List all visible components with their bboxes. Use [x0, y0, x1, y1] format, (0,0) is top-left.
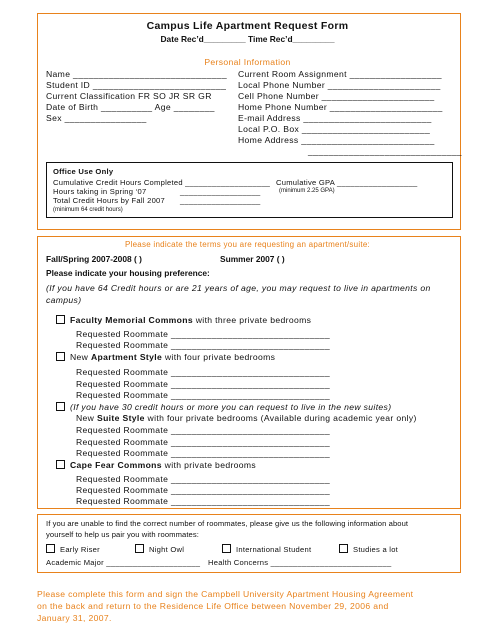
local-phone-field[interactable]: Local Phone Number ______________________ [238, 80, 441, 90]
academic-major-field[interactable]: Academic Major _____________________ [46, 558, 201, 567]
home-address-field[interactable]: Home Address __________________________ [238, 135, 435, 145]
cape-fear-desc: with private bedrooms [161, 460, 257, 470]
health-concerns-field[interactable]: Health Concerns ___________________________ [208, 558, 392, 567]
suite-style-label: Suite Style [96, 413, 145, 423]
cell-phone-field[interactable]: Cell Phone Number ______________________ [238, 91, 435, 101]
night-owl-checkbox[interactable] [135, 544, 144, 553]
cumulative-gpa-field[interactable]: Cumulative GPA __________________ [276, 178, 418, 187]
form-title: Campus Life Apartment Request Form [146, 20, 349, 32]
suite-style-desc: with four private bedrooms (Available during academic year only) [144, 413, 417, 423]
fall-spring-option[interactable]: Fall/Spring 2007-2008 ( ) [46, 254, 142, 264]
night-owl-option[interactable] [135, 544, 184, 554]
cape-fear-checkbox[interactable] [56, 460, 65, 469]
suite-style-prefix: New [76, 413, 97, 423]
international-student-checkbox[interactable] [222, 544, 231, 553]
name-field[interactable]: Name ______________________________ [46, 69, 227, 79]
min-gpa-note: (minimum 2.25 GPA) [279, 188, 335, 194]
summer-option[interactable]: Summer 2007 ( ) [220, 254, 285, 264]
apartment-style-option[interactable] [56, 352, 275, 362]
roommate-field[interactable]: Requested Roommate _______________________________ [76, 340, 331, 350]
received-line[interactable]: Date Rec’d_________ Time Rec’d_________ [160, 34, 335, 44]
home-address-line2[interactable]: ______________________________ [308, 146, 462, 156]
suite-style-option[interactable] [56, 402, 391, 412]
spring-hours-line[interactable]: __________________ [180, 187, 261, 196]
early-riser-option[interactable] [46, 544, 100, 554]
credit-hours-completed[interactable]: Cumulative Credit Hours Completed ___________________ [53, 178, 271, 187]
early-riser-label: Early Riser [60, 545, 100, 554]
apartment-style-prefix: New [70, 352, 91, 362]
total-credit-label: Total Credit Hours by Fall 2007 [53, 196, 166, 205]
roommate-field[interactable]: Requested Roommate _______________________________ [76, 379, 331, 389]
apartment-eligibility-note: (If you have 64 Credit hours or are 21 years of age, you may request to live in apartments on [46, 283, 431, 293]
apartment-style-label: Apartment Style [90, 352, 163, 362]
apartment-style-desc: with four private bedrooms [162, 352, 276, 362]
international-student-label: International Student [236, 545, 312, 554]
matching-instructions-2: yourself to help us pair you with roommates: [46, 530, 199, 539]
faculty-memorial-label: Faculty Memorial Commons [70, 315, 194, 325]
birth-age-field[interactable]: Date of Birth __________ Age ________ [46, 102, 215, 112]
suite-style-checkbox[interactable] [56, 402, 65, 411]
email-field[interactable]: E-mail Address _________________________ [238, 113, 432, 123]
matching-instructions: If you are unable to find the correct number of roommates, please give us the following information about [46, 519, 409, 528]
terms-heading: Please indicate the terms you are requesting an apartment/suite: [124, 240, 371, 249]
housing-preference-heading: Please indicate your housing preference: [46, 268, 210, 278]
footer-instructions-1: Please complete this form and sign the Campbell University Apartment Housing Agreement [37, 589, 414, 599]
total-credit-line[interactable]: __________________ [180, 196, 261, 205]
studies-a-lot-label: Studies a lot [353, 545, 399, 554]
student-id-field[interactable]: Student ID __________________________ [46, 80, 227, 90]
faculty-memorial-desc: with three private bedrooms [193, 315, 312, 325]
spring-hours-label: Hours taking in Spring ‘07 [53, 187, 147, 196]
roommate-field[interactable]: Requested Roommate _______________________________ [76, 485, 331, 495]
po-box-field[interactable]: Local P.O. Box _________________________ [238, 124, 431, 134]
room-assignment-field[interactable]: Current Room Assignment __________________ [238, 69, 442, 79]
roommate-field[interactable]: Requested Roommate _______________________________ [76, 448, 331, 458]
cape-fear-label: Cape Fear Commons [70, 460, 162, 470]
faculty-memorial-option[interactable] [56, 315, 311, 325]
footer-instructions-2: on the back and return to the Residence Life Office between November 29, 2006 and [37, 601, 389, 611]
suite-style-line [76, 413, 417, 423]
international-student-option[interactable] [222, 544, 311, 554]
footer-instructions-3: January 31, 2007. [37, 613, 112, 623]
home-phone-field[interactable]: Home Phone Number ______________________ [238, 102, 443, 112]
roommate-field[interactable]: Requested Roommate _______________________________ [76, 425, 331, 435]
apartment-eligibility-note-2: campus) [46, 295, 82, 305]
faculty-memorial-checkbox[interactable] [56, 315, 65, 324]
suite-eligibility-note: (If you have 30 credit hours or more you can request to live in the new suites) [70, 402, 392, 412]
early-riser-checkbox[interactable] [46, 544, 55, 553]
personal-info-heading: Personal Information [204, 57, 291, 67]
roommate-field[interactable]: Requested Roommate _______________________________ [76, 496, 331, 506]
roommate-field[interactable]: Requested Roommate _______________________________ [76, 390, 331, 400]
sex-field[interactable]: Sex ________________ [46, 113, 147, 123]
cape-fear-option[interactable] [56, 460, 256, 470]
roommate-field[interactable]: Requested Roommate _______________________________ [76, 367, 331, 377]
roommate-field[interactable]: Requested Roommate _______________________________ [76, 474, 331, 484]
apartment-style-checkbox[interactable] [56, 352, 65, 361]
min-credit-note: (minimum 64 credit hours) [53, 207, 123, 213]
classification-field[interactable]: Current Classification FR SO JR SR GR [46, 91, 212, 101]
night-owl-label: Night Owl [149, 545, 185, 554]
studies-a-lot-checkbox[interactable] [339, 544, 348, 553]
office-use-heading: Office Use Only [53, 167, 114, 176]
studies-a-lot-option[interactable] [339, 544, 398, 554]
roommate-field[interactable]: Requested Roommate _______________________________ [76, 437, 331, 447]
roommate-field[interactable]: Requested Roommate _______________________________ [76, 329, 331, 339]
